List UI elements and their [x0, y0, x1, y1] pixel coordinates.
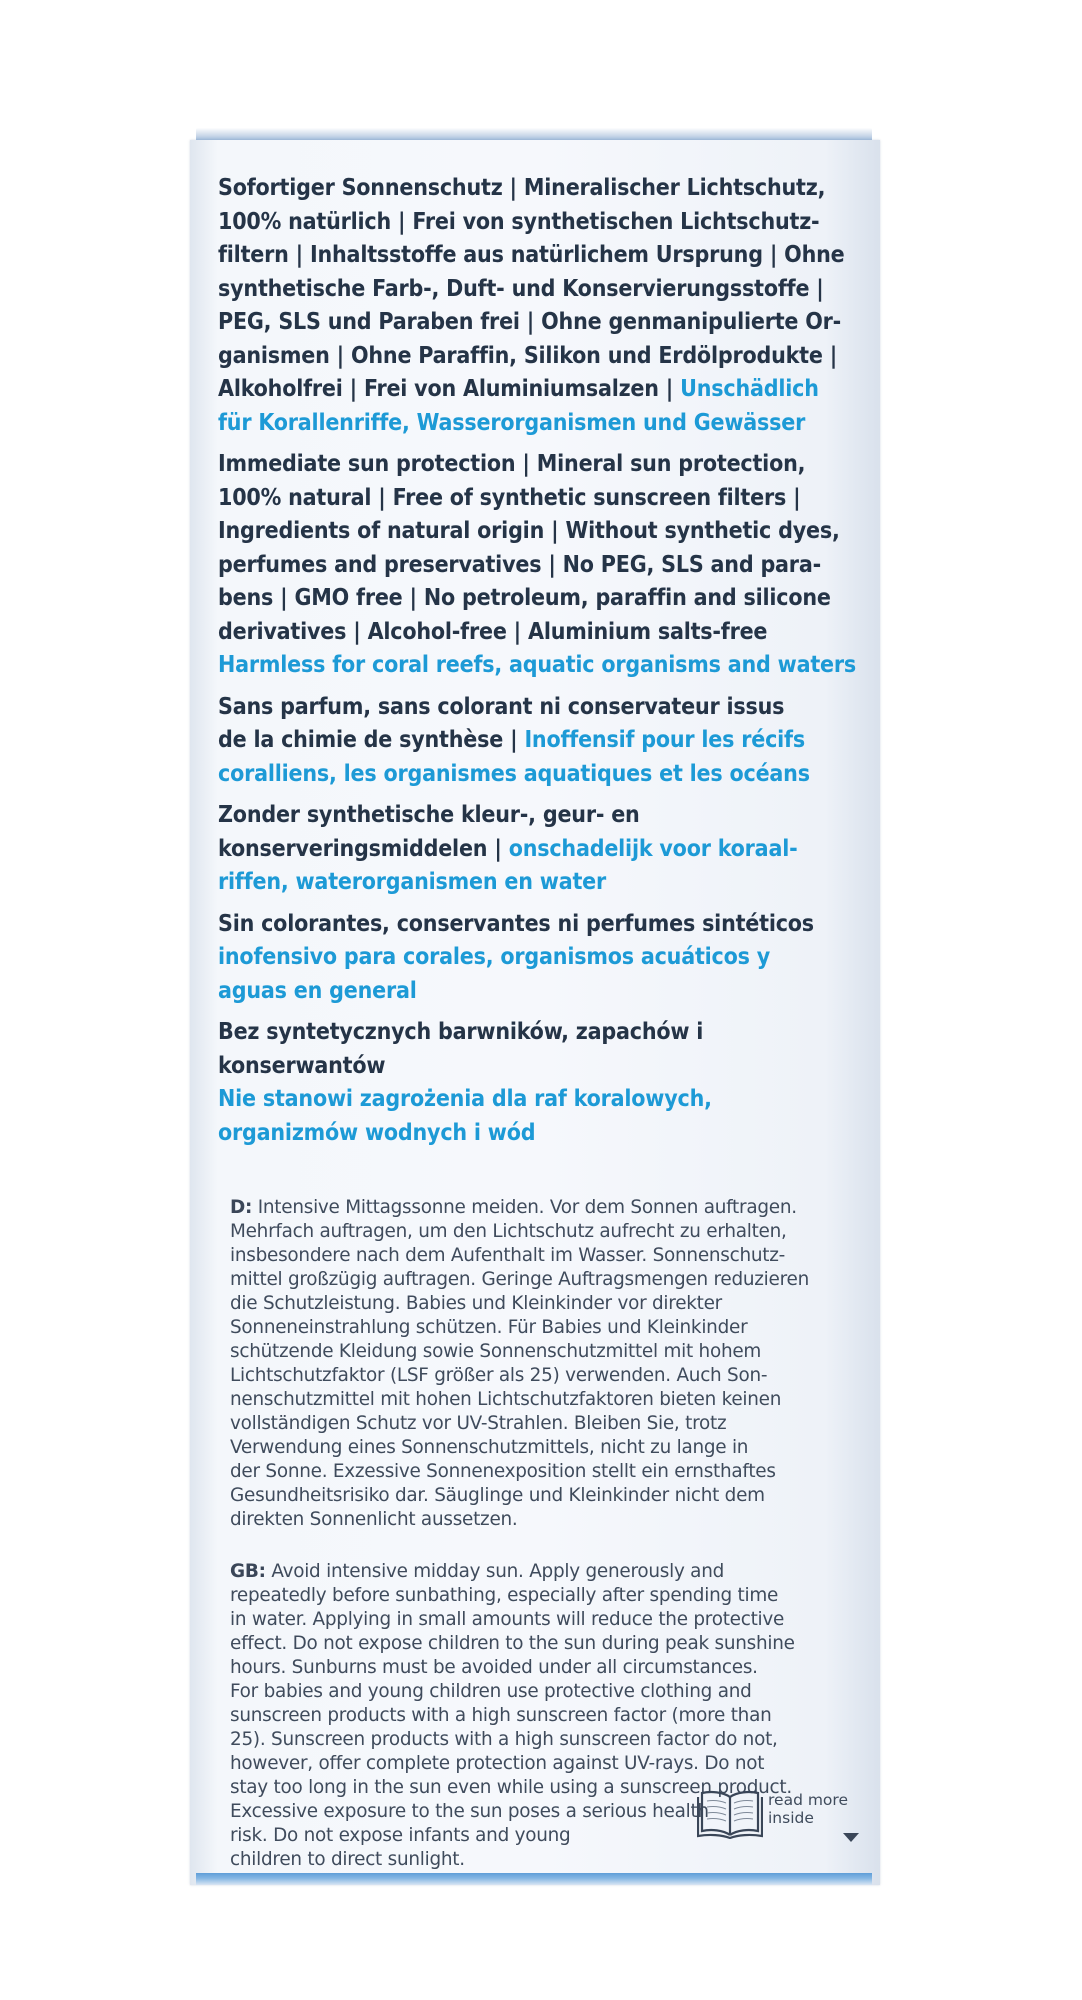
- warning-gb-tag: GB:: [230, 1561, 266, 1582]
- triangle-down-icon: [843, 1833, 859, 1842]
- claims-pl-highlight: Nie stanowi zagrożenia dla raf koralowych, organizmów wodnych i wód: [218, 1086, 712, 1146]
- warning-gb-text: Avoid intensive midday sun. Apply generously and repeatedly before sunbathing, especially after spending time in water. Applying in small amounts will reduce the protective effect. Do not expose children to the sun during peak sunshine hours. Sunburns must be avoided under all circumstances. For babies and young children use protective clothing and sunscreen products with a high sunscreen factor (more than 25). Sunscreen products with a high sunscreen factor do not, however, offer complete protection against UV-rays. Do not stay too long in the sun even while using a sunscreen product. Excessive exposure to the sun poses a serious health risk. Do not expose infants and young children to direct sunlight.: [230, 1561, 795, 1870]
- claims-es: [218, 908, 868, 1009]
- claims-pl: [218, 1016, 868, 1150]
- claims-en-highlight: Harmless for coral reefs, aquatic organisms and waters: [218, 652, 856, 678]
- read-more-badge: [697, 1787, 867, 1857]
- claims-nl-main: Zonder synthetische kleur-, geur- en konserveringsmiddelen |: [218, 802, 640, 862]
- claims-text-area: [218, 172, 868, 1158]
- claims-de-main: Sofortiger Sonnenschutz | Mineralischer Lichtschutz, 100% natürlich | Frei von synthetischen Lichtschutz- filtern | Inhaltsstoffe aus natürlichem Ursprung | Ohne synthetische Farb-, Duft- und Konservierungsstoffe | PEG, SLS und Paraben frei | Ohne genmanipulierte Or- ganismen | Ohne Paraffin, Silikon und Erdölprodukte | Alkoholfrei | Frei von Aluminiumsalzen |: [218, 175, 845, 402]
- claims-es-main: Sin colorantes, conservantes ni perfumes sintéticos: [218, 910, 814, 937]
- claims-de-highlight: Unschädlich für Korallenriffe, Wasserorganismen und Gewässer: [218, 376, 819, 436]
- claims-de: [218, 172, 868, 440]
- open-book-icon: [697, 1787, 763, 1839]
- claims-fr-main: Sans parfum, sans colorant ni conservateur issus de la chimie de synthèse |: [218, 693, 785, 753]
- claims-fr: [218, 691, 868, 792]
- claims-nl-highlight: onschadelijk voor koraal- riffen, waterorganismen en water: [218, 835, 798, 895]
- claims-es-highlight: inofensivo para corales, organismos acuáticos y aguas en general: [218, 944, 771, 1004]
- claims-fr-highlight: Inoffensif pour les récifs coralliens, les organismes aquatiques et les océans: [218, 727, 810, 787]
- warning-de-text: Intensive Mittagssonne meiden. Vor dem Sonnen auftragen. Mehrfach auftragen, um den Lichtschutz aufrecht zu erhalten, insbesondere nach dem Aufenthalt im Wasser. Sonnenschutz- mittel großzügig auftragen. Geringe Auftragsmengen reduzieren die Schutzleistung. Babies und Kleinkinder vor direkter Sonneneinstrahlung schützen. Für Babies und Kleinkinder schützende Kleidung sowie Sonnenschutzmittel mit hohem Lichtschutzfaktor (LSF größer als 25) verwenden. Auch Son- nenschutzmittel mit hohen Lichtschutzfaktoren bieten keinen vollständigen Schutz vor UV-Strahlen. Bleiben Sie, trotz Verwendung eines Sonnenschutzmittels, nicht zu lange in der Sonne. Exzessive Sonnenexposition stellt ein ernsthaftes Gesundheitsrisiko dar. Säuglinge und Kleinkinder nicht dem direkten Sonnenlicht aussetzen.: [230, 1197, 809, 1530]
- warning-de: [230, 1196, 860, 1532]
- read-more-label: read more inside: [768, 1791, 848, 1827]
- claims-pl-main: Bez syntetycznych barwników, zapachów i konserwantów: [218, 1019, 704, 1079]
- warning-de-tag: D:: [230, 1197, 253, 1218]
- claims-en: [218, 448, 868, 683]
- claims-nl: [218, 799, 868, 900]
- claims-en-main: Immediate sun protection | Mineral sun protection, 100% natural | Free of synthetic sunscreen filters | Ingredients of natural origin | Without synthetic dyes, perfumes and preservatives | No PEG, SLS and para- bens | GMO free | No petroleum, paraffin and silicone derivatives | Alcohol-free | Aluminium salts-free: [218, 451, 840, 645]
